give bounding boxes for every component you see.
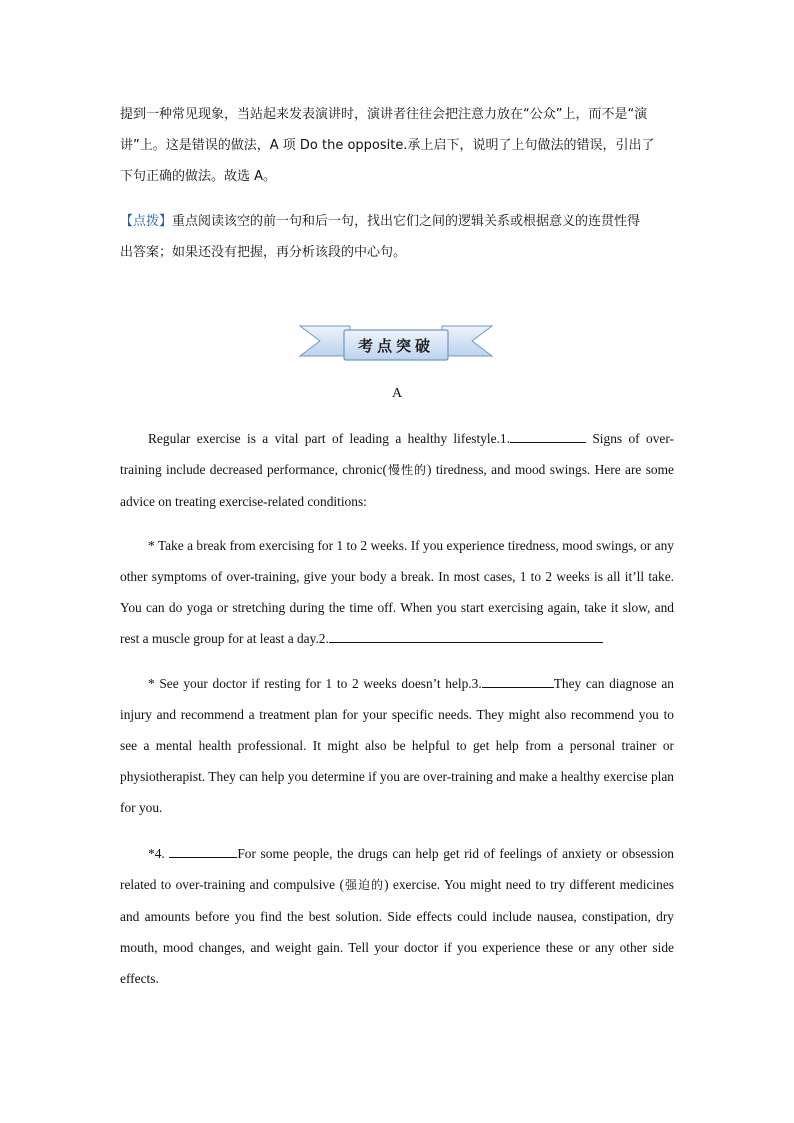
explanation-line: 讲”上。这是错误的做法，A 项 Do the opposite.承上启下，说明了上句做法的错误，引出了 <box>120 138 655 153</box>
explanation-line: 提到一种常见现象，当站起来发表演讲时，演讲者往往会把注意力放在“公众”上，而不是“演 <box>120 107 648 122</box>
tip-text: 出答案；如果还没有把握，再分析该段的中心句。 <box>120 245 407 260</box>
banner-title: 考点突破 <box>357 337 435 355</box>
explanation-paragraph <box>120 99 675 192</box>
passage-paragraph-4: *4. For some people, the drugs can help get rid of feelings of anxiety or obsession related to over-training and compulsive (强迫的) exercise. You might need to try different medicines and amounts before you find the best solution. Side effects could include nausea, constipation, dry mouth, mood changes, and weight gain. Tell your doctor if you experience these or any other side effects. <box>120 846 674 986</box>
passage-paragraph-1: Regular exercise is a vital part of leading a healthy lifestyle.1. Signs of over-training include decreased performance, chronic(慢性的) tiredness, and mood swings. Here are some advice on treating exercise-related conditions: <box>120 431 675 509</box>
passage-paragraph-2: * Take a break from exercising for 1 to 2 weeks. If you experience tiredness, mood swings, or any other symptoms of over-training, give your body a break. In most cases, 1 to 2 weeks is all it’ll take. You can do yoga or stretching during the time off. When you start exercising again, take it slow, and rest a muscle group for at least a day.2. <box>120 538 674 646</box>
answer-blank-3[interactable] <box>482 674 554 688</box>
tip-text: 重点阅读该空的前一句和后一句，找出它们之间的逻辑关系或根据意义的连贯性得 <box>172 214 641 229</box>
answer-blank-1[interactable] <box>510 429 586 443</box>
passage-paragraph-3: * See your doctor if resting for 1 to 2 weeks doesn’t help.3. They can diagnose an injury and recommend a treatment plan for your specific needs. They might also recommend you to see a mental health professional. It might also be helpful to get help from a personal trainer or physiotherapist. They can help you determine if you are over-training and make a healthy exercise plan for you. <box>120 676 674 815</box>
answer-blank-4[interactable] <box>169 844 237 858</box>
answer-blank-2[interactable] <box>329 629 603 643</box>
tip-tag: 【点拨】 <box>120 214 173 229</box>
section-banner <box>298 323 494 363</box>
tip-paragraph <box>120 206 675 268</box>
explanation-line: 下句正确的做法。故选 A。 <box>120 169 277 184</box>
section-label: A <box>391 386 403 401</box>
